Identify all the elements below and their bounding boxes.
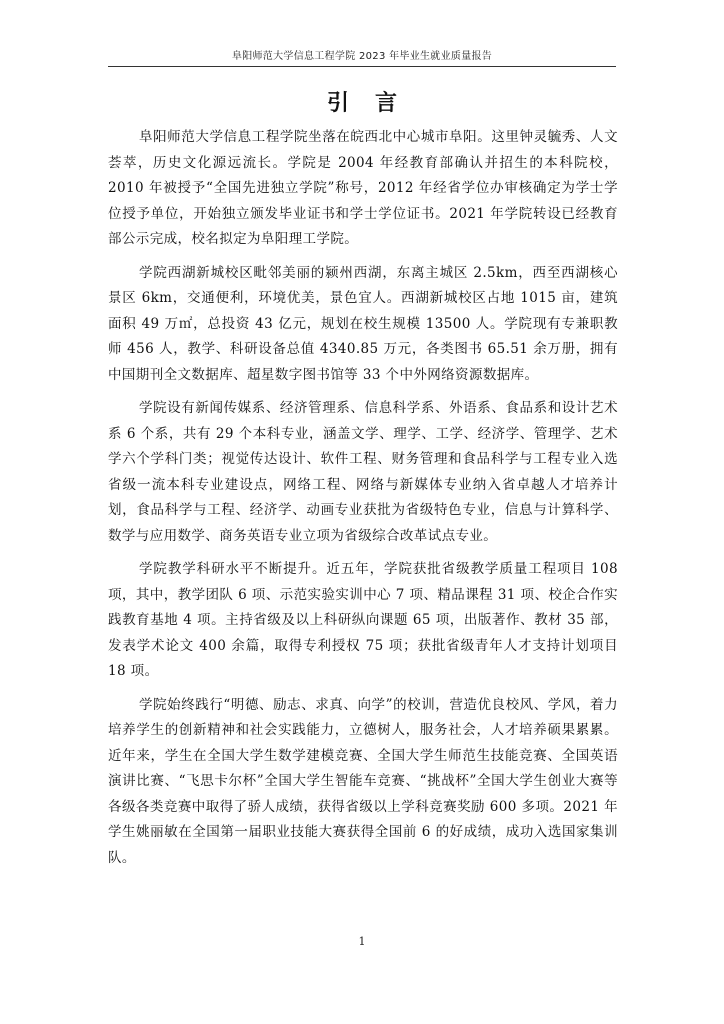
paragraph-campus: 学院西湖新城校区毗邻美丽的颍州西湖，东离主城区 2.5km，西至西湖核心景区 6km，交通便利，环境优美，景色宜人。西湖新城校区占地 1015 亩，建筑面积 49 万㎡，总投资 43 亿元，规划在校生规模 13500 人。学院现有专兼职教师 456 人，教学、科研设备总值 4340.85 万元，各类图书 65.51 余万册，拥有中国期刊全文数据库、超星数字图书馆等 33 个中外网络资源数据库。 [108, 264, 618, 383]
running-header: 阜阳师范大学信息工程学院 2023 年毕业生就业质量报告 [231, 51, 493, 62]
page-title: 引言 [326, 91, 423, 116]
header-rule [108, 66, 616, 67]
paragraph-achievements: 学院始终践行“明德、励志、求真、向学”的校训，营造优良校风、学风，着力培养学生的创新精神和社会实践能力，立德树人，服务社会，人才培养硕果累累。近年来，学生在全国大学生数学建模竞赛、全国大学生师范生技能竞赛、全国英语演讲比赛、“飞思卡尔杯”全国大学生智能车竞赛、“挑战杯”全国大学生创业大赛等各级各类竞赛中取得了骄人成绩，获得省级以上学科竞赛奖励 600 多项。2021 年学生姚丽敏在全国第一届职业技能大赛获得全国前 6 的好成绩，成功入选国家集训队。 [108, 696, 618, 866]
page-number: 1 [358, 935, 366, 948]
paragraph-intro: 阜阳师范大学信息工程学院坐落在皖西北中心城市阜阳。这里钟灵毓秀、人文荟萃，历史文化源远流长。学院是 2004 年经教育部确认并招生的本科院校，2010 年被授予“全国先进独立学院”称号，2012 年经省学位办审核确定为学士学位授予单位，开始独立颁发毕业证书和学士学位证书。2021 年学院转设已经教育部公示完成，校名拟定为阜阳理工学院。 [108, 129, 618, 247]
paragraph-research: 学院教学科研水平不断提升。近五年，学院获批省级教学质量工程项目 108 项，其中，教学团队 6 项、示范实验实训中心 7 项、精品课程 31 项、校企合作实践教育基地 4 项。主持省级及以上科研纵向课题 65 项，出版著作、教材 35 部，发表学术论文 400 余篇，取得专利授权 75 项；获批省级青年人才支持计划项目 18 项。 [108, 561, 618, 679]
body-text [108, 125, 618, 879]
paragraph-departments: 学院设有新闻传媒系、经济管理系、信息科学系、外语系、食品系和设计艺术系 6 个系，共有 29 个本科专业，涵盖文学、理学、工学、经济学、管理学、艺术学六个学科门类；视觉传达设计、软件工程、财务管理和食品科学与工程专业入选省级一流本科专业建设点，网络工程、网络与新媒体专业纳入省卓越人才培养计划，食品科学与工程、经济学、动画专业获批为省级特色专业，信息与计算科学、数学与应用数学、商务英语专业立项为省级综合改革试点专业。 [108, 400, 618, 544]
